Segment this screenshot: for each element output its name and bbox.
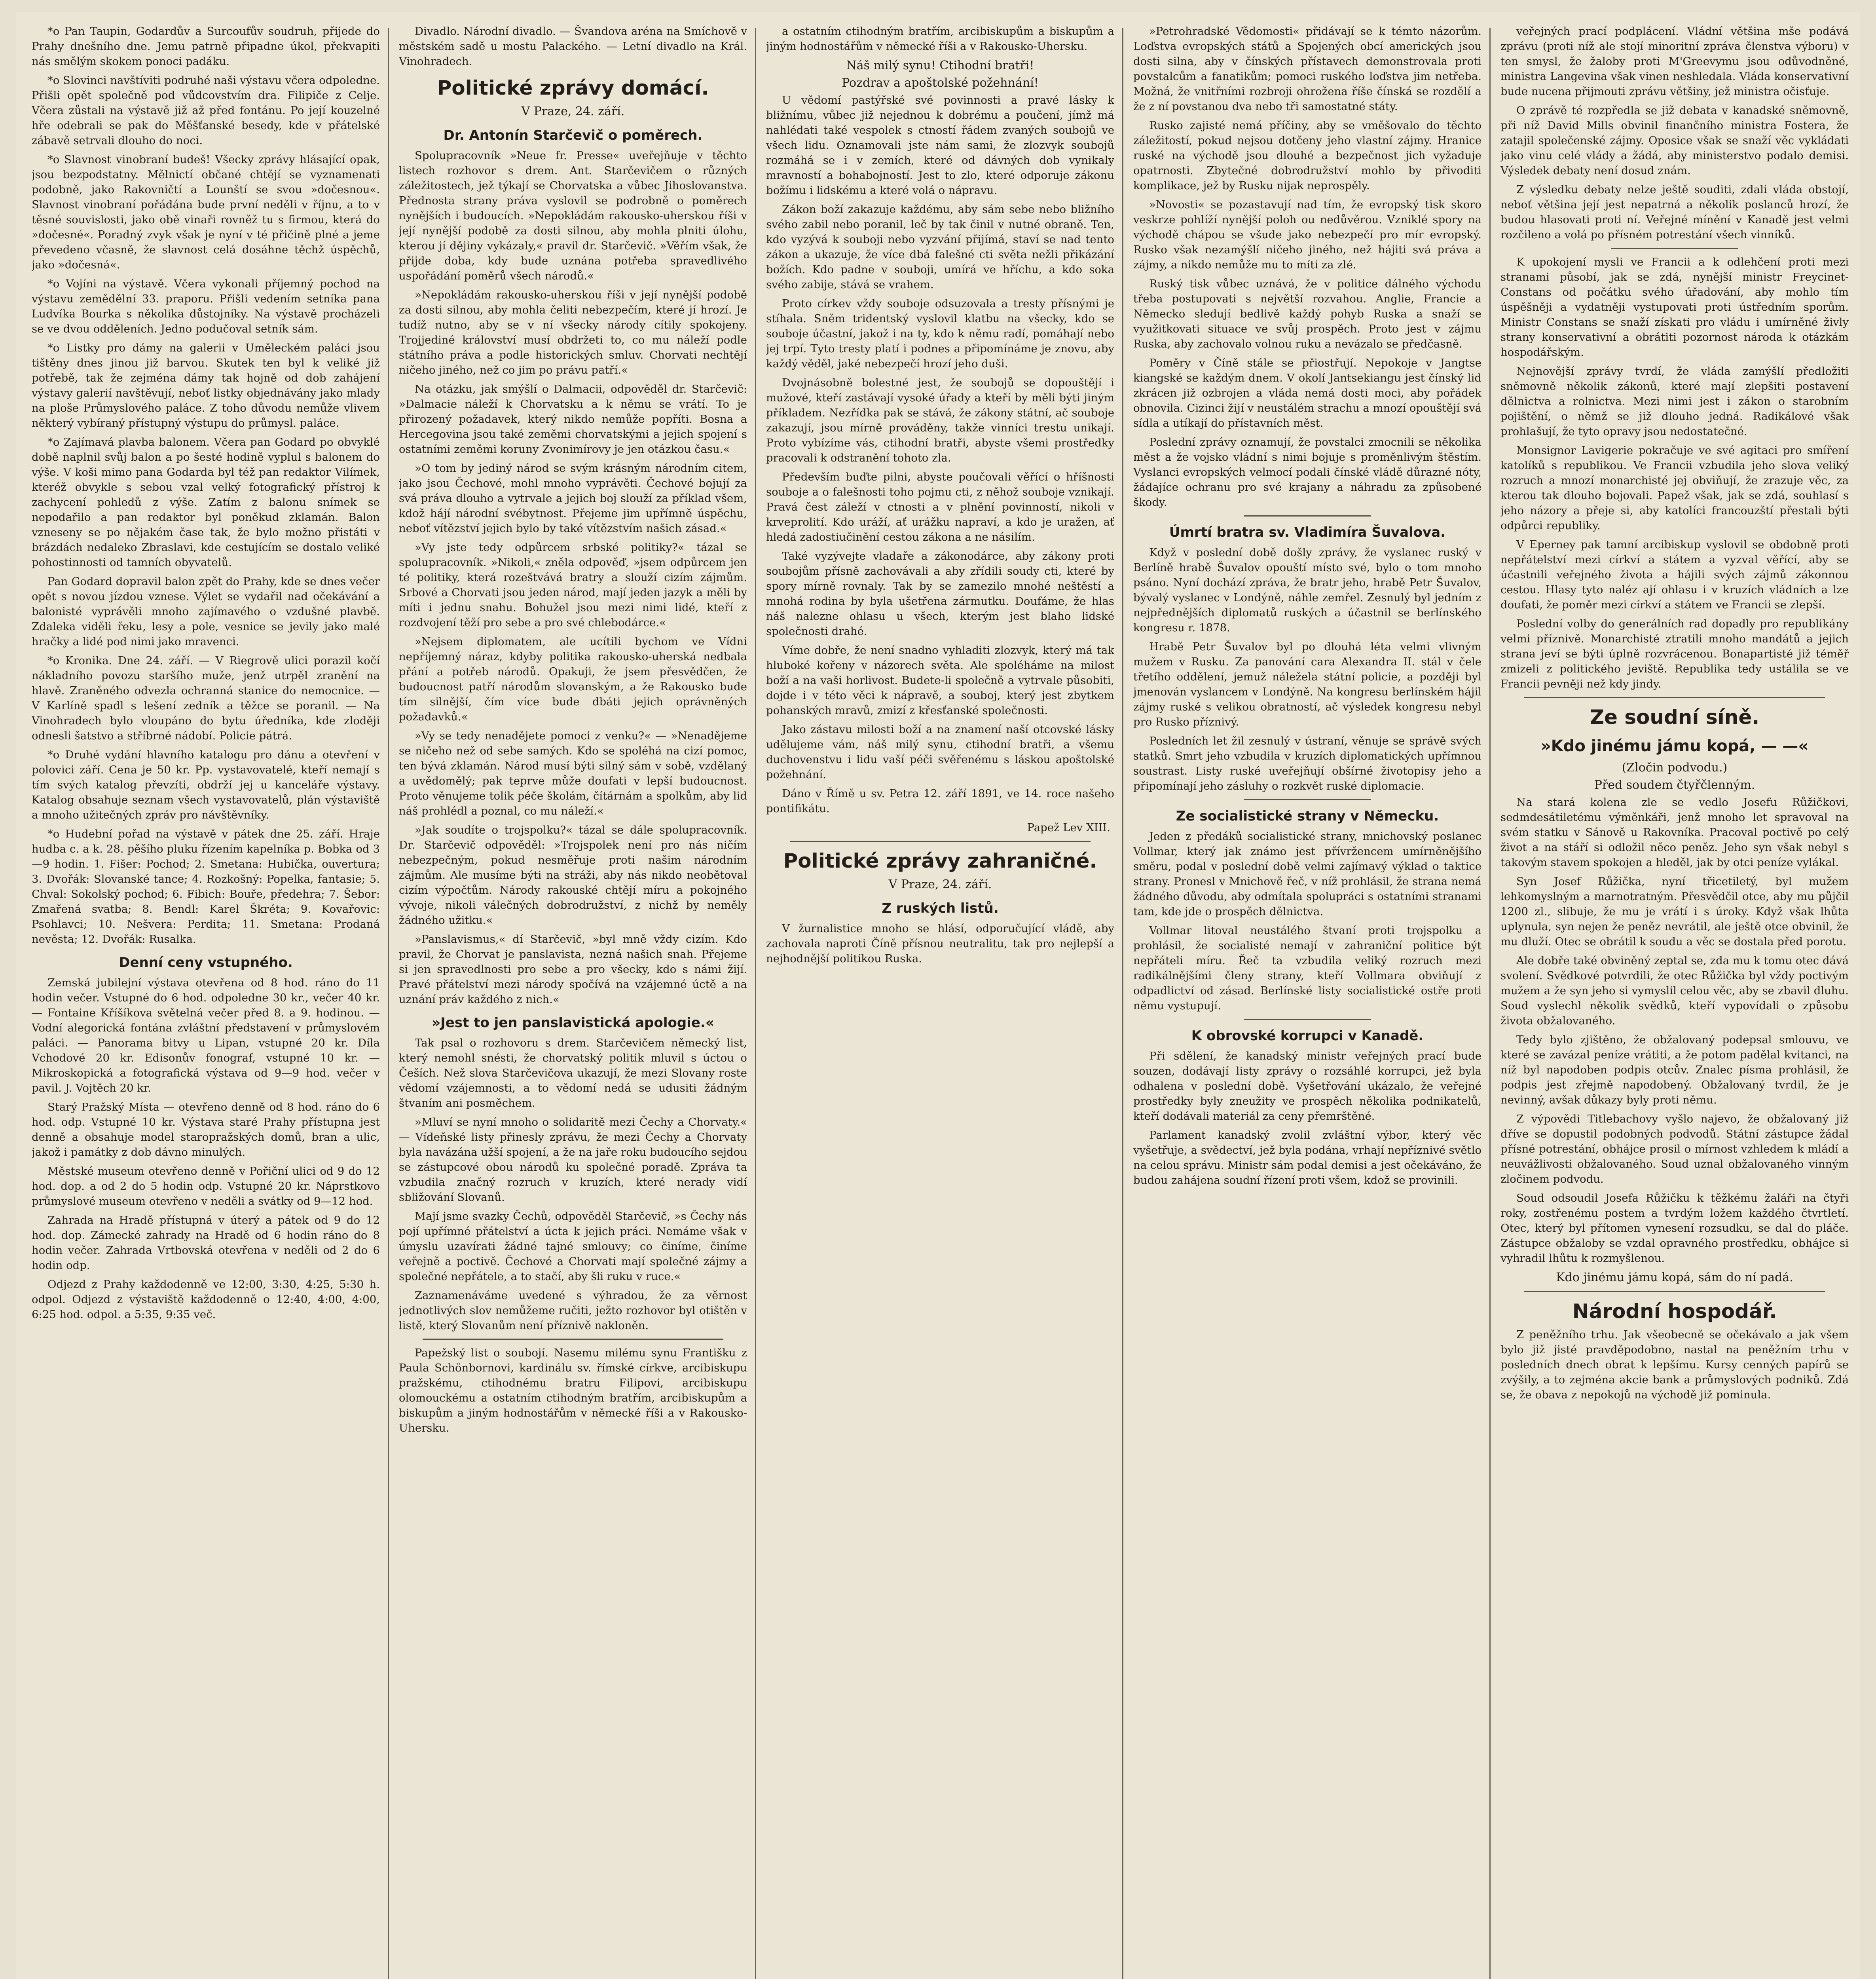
signature-line: Papež Lev XIII. — [1027, 821, 1110, 834]
article-paragraph: veřejných prací podplácení. Vládní většina mše podává zprávu (proti níž ale stojí minoritní zpráva členstva výboru) v ten smysl, že žaloby proti M'Greevymu jsou odůvodněné, ministra Langevina však vinen neshledala. Vláda konservativní bude nucena přijmouti zprávu většiny, jež ministra očisťuje. — [1500, 25, 1849, 98]
article-paragraph: Na stará kolena zle se vedlo Josefu Růžičkovi, sedmdesátiletému výměnkáři, jenž mnoho let spravoval na svém statku v Sánově u Rakovníka. Pracoval poctivě po celý život a na stáří si odložil něco peněz. Jeho syn však nebyl s takovým stavem spokojen a hleděl, jak by otci peníze vylákal. — [1500, 796, 1849, 869]
article-paragraph: Mají jsme svazky Čechů, odpověděl Starčevič, »s Čechy nás pojí upřímné přátelství a úcta k jejich práci. Nemáme však v úmyslu uzavírati žádné tajné smlouvy; co činíme, činíme veřejně a poctivě. Čechové a Chorvati mají společné zájmy a společné nepřátele, a to stačí, aby šli ruku v ruce.« — [399, 1210, 747, 1283]
dateline: Pozdrav a apoštolské požehnání! — [842, 76, 1039, 90]
section-heading: Ze socialistické strany v Německu. — [1176, 808, 1439, 824]
section-heading: Politické zprávy zahraničné. — [783, 849, 1097, 872]
section-heading: Dr. Antonín Starčevič o poměrech. — [443, 127, 703, 143]
section-divider — [1524, 1291, 1825, 1292]
article-paragraph: »Novosti« se pozastavují nad tím, že evropský tisk skoro veskrze pohlíží nynější poloh ou nedůvěrou. Vzniklé spory na východě chápou se všude jako nebezpečí pro mír evropský. Rusko však nezamýšlí ničeho jiného, než hájiti svá práva a zájmy, a nikdo nemůže mu to míti za zlé. — [1133, 198, 1481, 271]
article-paragraph: Poslední zprávy oznamují, že povstalci zmocnili se několika měst a že vojsko vládní s nimi bojuje s proměnlivým štěstím. Vyslanci evropských velmocí podali čínské vládě důrazné nóty, žádajíce ochranu pro své krajany a náhradu za způsobené škody. — [1133, 436, 1481, 509]
article-paragraph: O zprávě té rozpředla se již debata v kanadské sněmovně, při níž David Mills obvinil finančního ministra Fostera, že zatajil společenské zájmy. Oposice však se snaží věc vykládati jako vinu celé vlády a žádá, aby ministerstvo podalo demisi. Výsledek debaty není dosud znám. — [1500, 104, 1849, 177]
section-heading: »Jest to jen panslavistická apologie.« — [432, 1015, 714, 1031]
article-paragraph: Ale dobře také obviněný zeptal se, zda mu k tomu otec dává svolení. Svědkové potvrdili, že otec Růžička byl vždy poctivým mužem a že syn jeho si vymyslil celou věc, aby se zbavil dluhu. Soud vyslechl několik svědků, kteří vypovídali o způsobu života obžalovaného. — [1500, 954, 1849, 1027]
newspaper-page — [16, 12, 1860, 1979]
section-heading: Politické zprávy domácí. — [437, 76, 709, 99]
article-paragraph: *o Kronika. Dne 24. září. — V Riegrově ulici porazil kočí nákladního povozu staršího muže, jenž utrpěl zranění na hlavě. Zraněného odvezla ochranná stanice do nemocnice. — V Karlíně spadl s lešení zedník a těžce se poranil. — Na Vinohradech bylo vloupáno do bytu úředníka, kde zloději odnesli šatstvo a stříbrné nádobí. Policie pátrá. — [32, 654, 380, 742]
dateline: V Praze, 24. září. — [521, 104, 625, 118]
article-paragraph: »Nejsem diplomatem, ale ucítili bychom ve Vídni nepříjemný náraz, kdyby politika rakousko-uherská nedbala přání a potřeb národů. Opakuji, že jsem přesvědčen, že budoucnost patří národům slovanským, a že Rakousko bude tím silnější, čím více bude dbáti jejich oprávněných požadavků.« — [399, 635, 747, 723]
article-paragraph: Poměry v Číně stále se přiostřují. Nepokoje v Jangtse kiangské se každým dnem. V okolí Jantsekiangu jest čínský lid zkrácen již ozbrojen a vláda nemá dosti moci, aby pořádek obnovila. Cizinci žijí v neustálém strachu a mnozí opouštějí svá sídla a utíkají do přístavních měst. — [1133, 357, 1481, 429]
article-paragraph: Městské museum otevřeno denně v Pořiční ulici od 9 do 12 hod. dop. a od 2 do 5 hodin odp. Vstupné 20 kr. Náprstkovo průmyslové museum otevřeno v neděli a svátky od 9—12 hod. — [32, 1165, 380, 1208]
article-paragraph: »Jak soudíte o trojspolku?« tázal se dále spolupracovník. Dr. Starčevič odpověděl: »Trojspolek není pro nás ničím nebezpečným, pokud nesměřuje proti našim národním zájmům. Ale musíme býti na stráži, aby nás nikdo neobětoval cizím výpočtům. Národy rakouské chtějí míru a pokojného vývoje, nikoli válečných dobrodružství, z nichž by neměly žádného užitku.« — [399, 824, 747, 927]
article-paragraph: Spolupracovník »Neue fr. Presse« uveřejňuje v těchto listech rozhovor s drem. Ant. Starčevičem o různých záležitostech, jež týkají se Chorvatska a vůbec Jihoslovanstva. Přednosta strany práva vyslovil se podrobně o poměrech nynějších i budoucích. »Nepokládám rakousko-uherskou říši v její nynější podobě za dosti silnou, aby mohla plniti úlohu, kterou jí dějiny vykázaly,« pravil dr. Starčevič. »Věřím však, že přijde doba, kdy bude uznána potřeba spravedlivého uspořádání poměrů všech národů.« — [399, 149, 747, 282]
article-paragraph: Proto církev vždy souboje odsuzovala a tresty přísnými je stíhala. Sněm tridentský vyslovil klatbu na všecky, kdo se souboje účastní, jakož i na ty, kdo k němu radí, pomáhají nebo jej trpí. Tyto tresty platí i podnes a připomínáme je znovu, aby každý věděl, jaké nebezpečí hrozí jeho duši. — [766, 297, 1114, 370]
article-paragraph: Soud odsoudil Josefa Růžičku k těžkému žaláři na čtyři roky, zostřenému postem a tvrdým ložem každého čtvrtletí. Otec, který byl přítomen vynesení rozsudku, se dal do pláče. Zástupce obžaloby se vzdal opravného prostředku, obhájce si vyhradil lhůtu k rozmyšlenou. — [1500, 1192, 1849, 1265]
article-paragraph: Zákon boží zakazuje každému, aby sám sebe nebo bližního svého zabil nebo poranil, leč by tak činil v nutné obraně. Ten, kdo vyzývá k souboji nebo vyzvání přijímá, staví se nad tento zákon a ukazuje, že více dbá falešné cti světa nežli přikázání božích. Kdo padne v souboji, umírá ve hříchu, a kdo soka svého zabije, stává se vrahem. — [766, 203, 1114, 291]
column-3 — [766, 24, 1114, 1979]
article-paragraph: *o Druhé vydání hlavního katalogu pro dánu a otevření v polovici září. Cena je 50 kr. Pp. vystavovatelé, kteří nemají s tím svých katalog převzíti, obdrží jej u kanceláře výstavy. Katalog obsahuje seznam všech vystavovatelů, plán výstaviště a mnoho užitečných zpráv pro návštěvníky. — [32, 748, 380, 821]
article-paragraph: »Vy se tedy nenadějete pomoci z venku?« — »Nenadějeme se ničeho než od sebe samých. Kdo se spoléhá na cizí pomoc, ten bývá zklamán. Národ musí býti silný sám v sobě, vzdělaný a uvědomělý; pak teprve může doufati v lepší budoucnost. Proto věnujeme tolik péče školám, čítárnám a spolkům, aby lid náš prohlédl a poznal, co mu náleží.« — [399, 729, 747, 817]
section-divider — [1244, 515, 1371, 517]
section-heading: K obrovské korrupci v Kanadě. — [1191, 1028, 1424, 1044]
article-paragraph: »Nepokládám rakousko-uherskou říši v její nynější podobě za dosti silnou, aby mohla čeliti nebezpečím, které jí hrozí. Je tudíž nutno, aby se v ní všecky národy cítily spokojeny. Trojjediné království musí obdržeti to, co mu náleží podle státního práva a podle historických smluv. Chorvati nechtějí ničeho jiného, než co jim po právu patří.« — [399, 289, 747, 376]
article-paragraph: Především buďte pilni, abyste poučovali věřící o hříšnosti souboje a o falešnosti toho pojmu cti, z něhož souboje vznikají. Pravá čest záleží v ctnosti a v plnění povinností, nikoli v krveprolití. Kdo uráží, ať urážku napraví, a kdo je uražen, ať hledá zadostiučinění cestou zákona a ne násilím. — [766, 471, 1114, 543]
article-paragraph: Starý Pražský Místa — otevřeno denně od 8 hod. ráno do 6 hod. odp. Vstupné 10 kr. Výstava staré Prahy přístupna jest denně a obsahuje model staropražských domů, bran a ulic, jakož i památky z dob dávno minulých. — [32, 1101, 380, 1159]
article-paragraph: *o Hudební pořad na výstavě v pátek dne 25. září. Hraje hudba c. a k. 28. pěšího pluku řízením kapelníka p. Bobka od 3—9 hodin. 1. Fišer: Pochod; 2. Smetana: Hubička, ouvertura; 3. Dvořák: Slovanské tance; 4. Rozkošný: Popelka, fantasie; 5. Chval: Sokolský pochod; 6. Fibich: Bouře, předehra; 7. Šebor: Zmařená svatba; 8. Bendl: Karel Škréta; 9. Kovařovic: Psohlavci; 10. Nešvera: Perdita; 11. Smetana: Prodaná nevěsta; 12. Dvořák: Rusalka. — [32, 828, 380, 946]
article-paragraph: *o Slavnost vinobraní budeš! Všecky zprávy hlásající opak, jsou bezpodstatny. Mělnictí občané chtějí se vyznamenati podobně, jako Rakovničtí a Lounští se svou »dočesnou«. Slavnost vinobraní pořádána bude první neděli v říjnu, a to v těsné souvislosti, jako obě vinaři rovněž tu s firmou, která do »dočesné«. Poradný zvyk však je nyní v té přičině plné a jeme převedeno včasně, že slavnost celá dosáhne těchž úspěchů, jako »dočesná«. — [32, 153, 380, 271]
article-paragraph: a ostatním ctihodným bratřím, arcibiskupům a biskupům a jiným hodnostářům v německé říši a v Rakousko-Uhersku. — [766, 25, 1114, 53]
article-paragraph: »Panslavismus,« dí Starčevič, »byl mně vždy cizím. Kdo pravil, že Chorvat je panslavista, nezná našich snah. Přejeme si jen spravedlnosti pro sebe a pro všecky, kdo s námi žijí. Pravé přátelství mezi národy spočívá na vzájemné úctě a na uznání práv každého z nich.« — [399, 933, 747, 1006]
column-5 — [1500, 24, 1849, 1979]
article-paragraph: *o Pan Taupin, Godardův a Surcoufův soudruh, přijede do Prahy dnešního dne. Jemu patrně připadne úkol, překvapiti nás smělým skokem ponoci padáku. — [32, 25, 380, 68]
article-paragraph: Víme dobře, že není snadno vyhladiti zlozvyk, který má tak hluboké kořeny v názorech světa. Ale spoléháme na milost boží a na vaši horlivost. Budete-li společně a vytrvale působiti, dojde i v této věci k nápravě, a souboj, který jest zbytkem pohanských mravů, zmizí z křesťanské společnosti. — [766, 644, 1114, 717]
column-2 — [399, 24, 747, 1979]
article-paragraph: *o Listky pro dámy na galerii v Uměleckém paláci jsou tištěny dnes jinou již barvou. Skutek ten byl k veliké již potřebě, tak že zejména dámy tak hojně od dob zahájení výstavy galerií navštěvují, neboť listky objednávány jako mlady na ploše Průmyslového paláce. Z toho důvodu nemůže vlivem některý vybíraný přístupný výstupu do průmysl. paláce. — [32, 342, 380, 429]
section-heading: Denní ceny vstupného. — [119, 955, 293, 971]
section-heading: Národní hospodář. — [1572, 1300, 1777, 1323]
article-paragraph: Tedy bylo zjištěno, že obžalovaný podepsal smlouvu, ve které se zavázal peníze vrátiti, a že potom padělal kvitanci, na níž byl napodoben podpis otcův. Znalec písma prohlásil, že podpis jest zřejmě napodobený. Obžalovaný tvrdil, že je nevinný, avšak důkazy byly proti němu. — [1500, 1033, 1849, 1106]
column-rule — [388, 28, 389, 1979]
section-heading: Úmrtí bratra sv. Vladimíra Šuvalova. — [1169, 524, 1446, 540]
article-paragraph: »Vy jste tedy odpůrcem srbské politiky?« tázal se spolupracovník. »Nikoli,« zněla odpověď, »jsem odpůrcem jen té politiky, která rozeštvává bratry a slouží cizím zájmům. Srbové a Chorvati jsou jeden národ, mají jeden jazyk a měli by míti i jednu snahu. Bohužel jsou mezi nimi lidé, kteří z rozdvojení těží pro sebe a pro své chlebodárce.« — [399, 541, 747, 629]
article-paragraph: *o Vojíni na výstavě. Včera vykonali příjemný pochod na výstavu zemědělní 33. praporu. Přišli vedením setníka pana Ludvíka Bourka s několika důstojníky. Na výstavě procházeli se ve dvou odděleních. Jedno podučoval setník sám. — [32, 277, 380, 335]
article-paragraph: Rusko zajisté nemá příčiny, aby se vměšovalo do těchto záležitostí, pokud nejsou dotčeny jeho vlastní zájmy. Hranice ruské na východě jsou dlouhé a bezpečnost jich vyžaduje opatrnosti. Zbytečné dobrodružství mohlo by přivoditi komplikace, jež by Rusku nijak neprospěly. — [1133, 119, 1481, 192]
article-paragraph: Tak psal o rozhovoru s drem. Starčevičem německý list, který nemohl snésti, že chorvatský politik mluvil s úctou o Češích. Než slova Starčevičova ukazují, že mezi Slovany roste vědomí vzájemnosti, a to vědomí nedá se udusiti žádným štvaním ani posměchem. — [399, 1037, 747, 1109]
article-paragraph: Z peněžního trhu. Jak všeobecně se očekávalo a jak všem bylo již jisté pravděpodobno, nastal na peněžním trhu v posledních dnech obrat k lepšímu. Kursy cenných papírů se zvýšily, a to zejména akcie bank a průmyslových podniků. Zdá se, že obava z nepokojů na východě již pominula. — [1500, 1328, 1849, 1401]
article-paragraph: Na otázku, jak smýšlí o Dalmacii, odpověděl dr. Starčevič: »Dalmacie náleží k Chorvatsku a k němu se vrátí. To je přirozený požadavek, který nikdo nemůže popříti. Bosna a Hercegovina jsou také zeměmi chorvatskými a jejich spojení s ostatními zeměmi koruny Zvonimírovy je jen otázkou času.« — [399, 383, 747, 456]
article-paragraph: Poslední volby do generálních rad dopadly pro republikány velmi příznivě. Monarchisté ztratili mnoho mandátů a jejich strana jeví se býti úplně rozvrácenou. Bonapartisté již téměř zmizeli z politického jeviště. Republika tedy ustálila se ve Francii pevněji než kdy jindy. — [1500, 617, 1849, 690]
article-paragraph: U vědomí pastýřské své povinnosti a pravé lásky k bližnímu, vůbec již nejednou k dobrému a poučení, jímž má nahlédati také vespolek s ctností řádem zvaných soubojů ve všech lidu. Oznamovali jste nám sami, že zlozvyk soubojů rozmáhá se i v zemích, které od dávných dob vynikaly mravností a bohabojností. Jest to zlo, které odporuje zákonu božímu i lidskému a které volá o nápravu. — [766, 94, 1114, 197]
article-paragraph: »O tom by jediný národ se svým krásným národním citem, jako jsou Čechové, mohl mnoho vyprávěti. Čechové bojují za svá práva dlouho a vytrvale a jejich boj slouží za příklad všem, kdož hájí národní svébytnost. Přejeme jim upřímně úspěchu, neboť vítězství jejich bylo by také vítězstvím našich zásad.« — [399, 462, 747, 535]
section-heading: Ze soudní síně. — [1590, 706, 1760, 729]
article-paragraph: Hrabě Petr Šuvalov byl po dlouhá léta velmi vlivným mužem v Rusku. Za panování cara Alexandra II. stál v čele třetího oddělení, jemuž náležela státní policie, a později byl jmenován vyslancem v Londýně. Na kongresu berlínském hájil zájmy ruské s velikou obratností, ač výsledek kongresu nebyl pro Rusko příznivý. — [1133, 640, 1481, 728]
dateline: V Praze, 24. září. — [888, 877, 992, 891]
article-paragraph: Zemská jubilejní výstava otevřena od 8 hod. ráno do 11 hodin večer. Vstupné do 6 hod. odpoledne 30 kr., večer 40 kr. — Fontaine Kříšíkova světelná večer před 8. a 9. hodinou. — Vodní alegorická fontána zvláštní představení v průmyslovém paláci. — Panorama bitvy u Lipan, vstupné 20 kr. Díla Vchodové 20 kr. Edisonův fonograf, vstupné 10 kr. — Mikroskopická a fotografická výstava od 9—9 hod. večer v pavil. J. Vojtěch 20 kr. — [32, 976, 380, 1094]
section-divider — [1244, 1019, 1371, 1020]
section-divider — [1611, 248, 1738, 249]
column-rule — [755, 28, 756, 1979]
article-paragraph: Také vyzývejte vladaře a zákonodárce, aby zákony proti soubojům přísně zachovávali a aby zřídili soudy cti, které by spory mírně rovnaly. Tak by se zamezilo mnohé neštěstí a mnohá rodina by byla ušetřena zármutku. Doufáme, že hlas náš nalezne ohlasu u všech, kterým jest blaho lidské společnosti drahé. — [766, 550, 1114, 638]
section-heading: Z ruských listů. — [882, 900, 999, 916]
article-paragraph: Z výsledku debaty nelze ještě souditi, zdali vláda obstojí, neboť většina její jest nepatrná a několik poslanců hrozí, že budou hlasovati proti ní. Veřejné mínění v Kanadě jest velmi rozčileno a volá po přísném potrestání všech vinníků. — [1500, 183, 1849, 241]
article-paragraph: Zahrada na Hradě přístupná v úterý a pátek od 9 do 12 hod. dop. Zámecké zahrady na Hradě od 6 hodin ráno do 8 hodin večer. Zahrada Vrtbovská otevřena v neděli od 2 do 6 hodin odp. — [32, 1214, 380, 1272]
article-paragraph: »Mluví se nyní mnoho o solidaritě mezi Čechy a Chorvaty.« — Vídeňské listy přinesly zprávu, že mezi Čechy a Chorvaty byla navázána užší spojení, a že na jaře roku budoucího sejdou se zástupcové obou národů ku společné poradě. Zpráva ta vzbudila značný rozruch v kruzích, které nerady vidí sbližování Slovanů. — [399, 1116, 747, 1204]
dateline: Před soudem čtyřčlenným. — [1594, 778, 1755, 792]
article-paragraph: Při sdělení, že kanadský ministr veřejných prací bude souzen, dodávají listy zprávy o rozsáhlé korrupci, jež byla odhalena v poslední době. Vyšetřování ukázalo, že veřejné prostředky byly zneužity ve prospěch několika podnikatelů, kteří dodávali materiál za ceny přemrštěné. — [1133, 1050, 1481, 1122]
article-paragraph: Odjezd z Prahy každodenně ve 12:00, 3:30, 4:25, 5:30 h. odpol. Odjezd z výstaviště každodenně o 12:40, 4:00, 4:00, 6:25 hod. odpol. a 5:35, 9:35 več. — [32, 1278, 380, 1321]
article-paragraph: Dáno v Římě u sv. Petra 12. září 1891, ve 14. roce našeho pontifikátu. — [766, 787, 1114, 815]
article-paragraph: Když v poslední době došly zprávy, že vyslanec ruský v Berlíně hrabě Šuvalov opouští místo své, bylo o tom mnoho psáno. Nyní dochází zpráva, že bratr jeho, hrabě Petr Šuvalov, bývalý vyslanec v Londýně, náhle zemřel. Zesnulý byl jedním z nejpřednějších diplomatů ruských a účastnil se berlínského kongresu r. 1878. — [1133, 546, 1481, 634]
article-paragraph: Zaznamenáváme uvedené s výhradou, že za věrnost jednotlivých slov nemůžeme ručiti, ježto rozhovor byl otištěn v listě, který Slovanům není příznivě nakloněn. — [399, 1289, 747, 1332]
section-divider — [790, 841, 1091, 842]
article-paragraph: Pan Godard dopravil balon zpět do Prahy, kde se dnes večer opět s novou jízdou vznese. Výlet se vydařil nad očekávání a balonisté vyprávěli mnoho zajímavého o vzdušné plavbě. Zdaleka viděli řeku, lesy a pole, vesnice se jevily jako malé hračky a lidé pod nimi jako mravenci. — [32, 575, 380, 648]
article-paragraph: Syn Josef Růžička, nyní třicetiletý, byl mužem lehkomyslným a marnotratným. Přesvědčil otce, aby mu půjčil 1200 zl., slibuje, že mu je vrátí i s úroky. Když však lhůta uplynula, syn nejen že peněz nevrátil, ale ještě otce obvinil, že mu dluží. Otec se obrátil k soudu a věc se dostala před porotu. — [1500, 875, 1849, 948]
article-paragraph: Jako zástavu milosti boží a na znamení naší otcovské lásky udělujeme vám, náš milý synu, ctihodní bratři, a všemu duchovenstvu i lidu vaší péči svěřenému s láskou apoštolské požehnání. — [766, 723, 1114, 781]
column-1 — [32, 24, 380, 1979]
dateline: Náš milý synu! Ctihodní bratři! — [846, 59, 1034, 72]
section-divider — [1524, 697, 1825, 698]
article-paragraph: Z výpovědi Titlebachovy vyšlo najevo, že obžalovaný již dříve se dopustil podobných podvodů. Státní zástupce žádal přísné potrestání, obhájce prosil o mírnost vzhledem k mládí a neuvážlivosti obžalovaného. Soud uznal obžalovaného vinným zločinem podvodu. — [1500, 1113, 1849, 1185]
article-paragraph: Posledních let žil zesnulý v ústraní, věnuje se správě svých statků. Smrt jeho vzbudila v kruzích diplomatických upřímnou soustrast. Listy ruské uveřejňují obšírné životopisy jeho a připomínají jeho zásluhy o rozkvět ruské diplomacie. — [1133, 735, 1481, 792]
article-paragraph: Vollmar litoval neustálého štvaní proti trojspolku a prohlásil, že socialisté nemají v zahraniční politice být nepřáteli míru. Řeč ta vzbudila veliký rozruch mezi radikálnějšími členy strany, kteří Vollmara obviňují z odpadlictví od zásad. Berlínské listy socialistické ostře proti němu vystupují. — [1133, 924, 1481, 1012]
article-paragraph: Dvojnásobně bolestné jest, že soubojů se dopouštějí i mužové, kteří zastávají vysoké úřady a kteří by měli býti jiným příkladem. Nezřídka pak se stává, že zákony státní, ač souboje zakazují, jsou mírně prováděny, takže vinníci trestu unikají. Proto vybízíme vás, ctihodní bratři, abyste všemi prostředky pracovali k odstranění tohoto zla. — [766, 376, 1114, 464]
article-paragraph: Papežský list o soubojí. Nasemu milému synu Františku z Paula Schönbornovi, kardinálu sv. římské církve, arcibiskupu pražskému, ctihodnému bratru Filipovi, arcibiskupu olomouckému a ostatním ctihodným bratřím, arcibiskupům a biskupům a jiným hodnostářům v německé říši a v Rakousko-Uhersku. — [399, 1347, 747, 1434]
article-paragraph: Monsignor Lavigerie pokračuje ve své agitaci pro smíření katolíků s republikou. Ve Francii vzbudila jeho slova veliký rozruch a mnozí monarchisté jej obviňují, že zrazuje věc, za kterou tak dlouho bojovali. Papež však, jak se zdá, souhlasí s jeho názory a přeje si, aby katolíci francouzští přestali býti odpůrci republiky. — [1500, 444, 1849, 532]
article-paragraph: *o Zajímavá plavba balonem. Včera pan Godard po obvyklé době naplnil svůj balon a po šesté hodině vyplul s balonem do výše. V koši mimo pana Godarda byl též pan redaktor Vilímek, kteréž obvykle s sebou vzal velký fotografický přístroj k zachycení pohledů z výše. Zatím z balonu snímek se nepodařilo a pan redaktor byl poněkud zklamán. Balon vzneseny se po nějakém čase tak, že bylo možno přistáti v brázdách nedaleko Zbraslavi, kde cestujícím se dostalo veliké pohostinnosti od tamních obyvatelů. — [32, 436, 380, 569]
article-paragraph: K upokojení mysli ve Francii a k odlehčení proti mezi stranami působí, jak se zdá, nynější ministr Freycinet-Constans od počátku svého úřadování, aby mohlo tím úspěšněji a vydatněji vystupovati proti ústředním sporům. Ministr Constans se snaží získati pro vládu i umírněné živly strany konservativní a obrátiti pozornost národa k otázkám hospodářským. — [1500, 256, 1849, 359]
article-paragraph: V žurnalistice mnoho se hlásí, odporučující vládě, aby zachovala naproti Číně přísnou neutralitu, tak pro nejlepší a nejhodnější politikou Ruska. — [766, 922, 1114, 965]
column-rule — [1489, 28, 1491, 1979]
section-divider — [423, 1339, 723, 1340]
dateline: Kdo jinému jámu kopá, sám do ní padá. — [1556, 1271, 1793, 1284]
dateline: (Zločin podvodu.) — [1622, 761, 1728, 775]
column-rule — [1122, 28, 1123, 1979]
article-paragraph: Divadlo. Národní divadlo. — Švandova aréna na Smíchově v městském sadě u mostu Palackého. — Letní divadlo na Král. Vinohradech. — [399, 25, 747, 68]
article-paragraph: Ruský tisk vůbec uznává, že v politice dálného východu třeba postupovati s největší rozvahou. Anglie, Francie a Německo sledují bedlivě každý pohyb Ruska a snaží se využitkovati situace ve svůj prospěch. Proto jest v zájmu Ruska, aby zachovalo volnou ruku a nevázalo se předčasně. — [1133, 277, 1481, 350]
article-paragraph: Nejnovější zprávy tvrdí, že vláda zamýšlí předložiti sněmovně několik zákonů, které mají zlepšiti postavení dělnictva a rolnictva. Mezi nimi jest i zákon o starobním pojištění, o němž se již dlouho jedná. Radikálové však prohlašují, že tyto opravy jsou nedostatečné. — [1500, 365, 1849, 438]
article-paragraph: *o Slovinci navštíviti podruhé naši výstavu včera odpoledne. Přišli opět společně pod vůdcovstvím dra. Filipiče z Celje. Včera zůstali na výstavě již až před fontánu. Po její kouzelné hře odebrali se pak do Měšťanské besedy, kde v přátelské zábavě setrvali dlouho do noci. — [32, 74, 380, 147]
column-4 — [1133, 24, 1481, 1979]
article-paragraph: Parlament kanadský zvolil zvláštní výbor, který věc vyšetřuje, a svědectví, jež byla podána, vrhají nepříznivé světlo na celou správu. Ministr sám podal demisi a jest očekáváno, že budou zahájena soudní řízení proti všem, kdož se provinili. — [1133, 1129, 1481, 1187]
section-divider — [1244, 799, 1371, 800]
article-paragraph: Jeden z předáků socialistické strany, mnichovský poslanec Vollmar, který jak známo jest přívržencem umírněnějšího směru, podal v poslední době velmi zajímavý výklad o taktice strany. Pronesl v Mnichově řeč, v níž prohlásil, že strana nemá žádného důvodu, aby odmítala spolupráci s ostatními stranami tam, kde jde o prospěch dělnictva. — [1133, 830, 1481, 918]
article-paragraph: »Petrohradské Vědomosti« přidávají se k témto názorům. Loďstva evropských států a Spojených obcí amerických jsou dosti silna, aby v čínských přístavech demonstrovala proti povstalcům a fanatikům; pomoci ruského loďstva jim netřeba. Možná, že vnitřními rozbroji ohrožena říše čínská se rozdělí a že z ní povstanou dva nebo tři samostatné státy. — [1133, 25, 1481, 113]
article-paragraph: V Eperney pak tamní arcibiskup vyslovil se obdobně proti nepřátelství mezi církví a státem a vyzval věřící, aby se účastnili veřejného života a hájili svých zájmů zákonnou cestou. Hlasy tyto naléz ají ohlasu i v kruzích vládních a lze doufati, že poměr mezi církví a státem ve Francii se zlepší. — [1500, 538, 1849, 611]
section-heading: »Kdo jinému jámu kopá, — —« — [1540, 737, 1809, 755]
